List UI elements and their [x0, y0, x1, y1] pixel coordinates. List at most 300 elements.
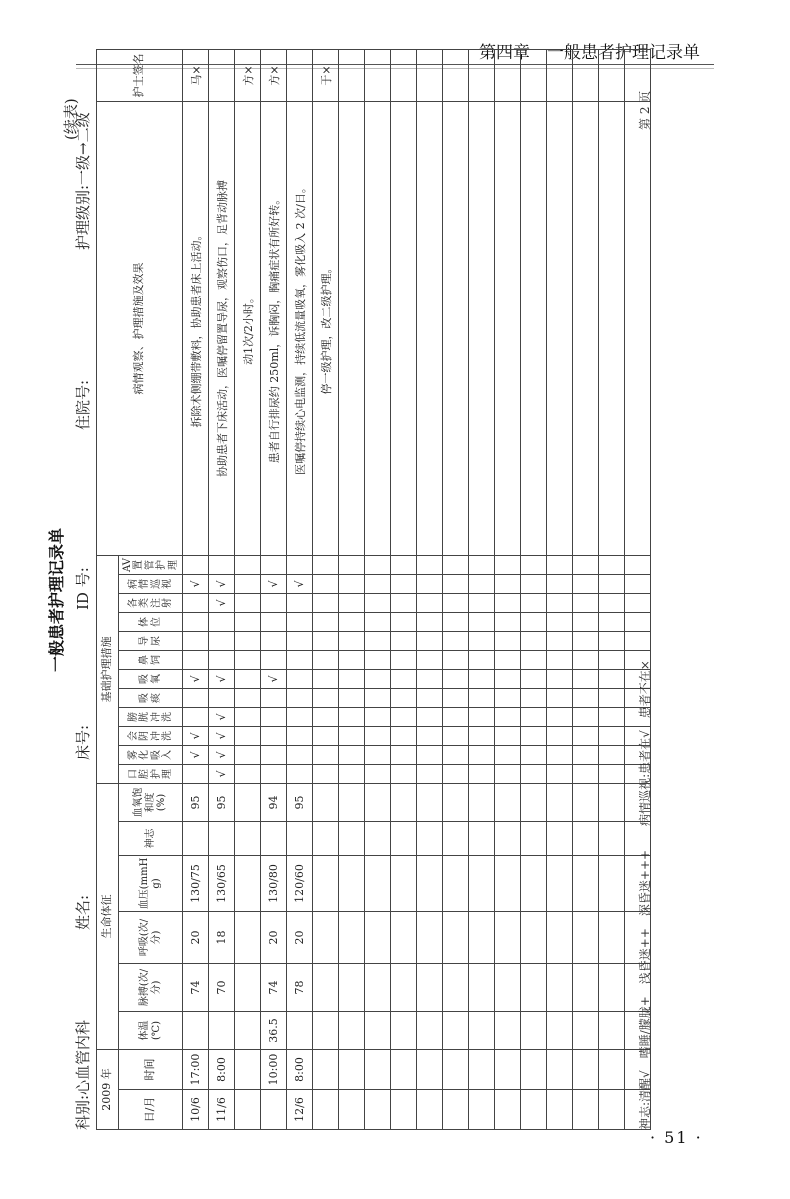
cell-injection: [313, 593, 339, 612]
table-row: [443, 49, 469, 1129]
pulse-header: 脉搏(次/分): [119, 964, 183, 1012]
cell-nebulization: [443, 745, 469, 764]
cell-injection: [573, 593, 599, 612]
cell-pulse: [495, 964, 521, 1012]
cell-observation: [339, 101, 365, 555]
cell-oxygen: [599, 669, 625, 688]
cell-resp: [313, 912, 339, 964]
cell-bp: [235, 856, 261, 912]
cell-observe: √: [209, 574, 235, 593]
cell-bladder: [339, 726, 365, 745]
cell-catheter: [183, 631, 209, 650]
cell-bladder: [443, 726, 469, 745]
cell-spo2: [339, 783, 365, 821]
cell-signature: [495, 49, 521, 101]
cell-signature: [547, 49, 573, 101]
cell-bp: [339, 856, 365, 912]
spo2-header: 血氧饱和度(%): [119, 783, 183, 821]
cell-oral: [313, 764, 339, 783]
cell-position: [443, 612, 469, 631]
cell-temp: [209, 1012, 235, 1050]
cell-position: [599, 612, 625, 631]
cell-date: [339, 1090, 365, 1130]
cell-position: [339, 612, 365, 631]
cell-signature: [339, 49, 365, 101]
bed-field: 床号:: [74, 724, 92, 760]
cell-bladder: [573, 726, 599, 745]
cell-resp: [339, 912, 365, 964]
cell-av: [209, 555, 235, 574]
cell-oral: [443, 764, 469, 783]
cell-resp: 20: [287, 912, 313, 964]
cell-nebulization: [339, 745, 365, 764]
cell-bladder: [391, 726, 417, 745]
cell-spo2: [599, 783, 625, 821]
cell-time: [443, 1050, 469, 1090]
cell-spo2: 94: [261, 783, 287, 821]
table-row: [391, 49, 417, 1129]
cell-bp: [573, 856, 599, 912]
cell-catheter: [495, 631, 521, 650]
cell-suction: [339, 688, 365, 707]
cell-oral: [417, 764, 443, 783]
cell-nebulization: [287, 745, 313, 764]
cell-catheter: [391, 631, 417, 650]
cell-position: [235, 612, 261, 631]
cell-resp: [599, 912, 625, 964]
cell-observation: [625, 101, 651, 555]
cell-suction: [495, 688, 521, 707]
cell-injection: [417, 593, 443, 612]
table-row: [417, 49, 443, 1129]
cell-observe: [235, 574, 261, 593]
table-row: [313, 49, 339, 1129]
cell-feeding: [313, 650, 339, 669]
cell-oxygen: [573, 669, 599, 688]
oral-care-header: 口腔护理: [119, 764, 183, 783]
cell-oxygen: [313, 669, 339, 688]
cell-oral: [287, 764, 313, 783]
cell-temp: [521, 1012, 547, 1050]
vitals-group-header: 生命体征: [97, 783, 119, 1049]
cell-suction: [261, 688, 287, 707]
cell-date: 11/6: [209, 1090, 235, 1130]
cell-oral: [521, 764, 547, 783]
cell-spo2: 95: [209, 783, 235, 821]
cell-bp: 130/80: [261, 856, 287, 912]
cell-position: [469, 612, 495, 631]
cell-feeding: [209, 650, 235, 669]
cell-resp: [417, 912, 443, 964]
cell-consciousness: [573, 822, 599, 856]
cell-time: [391, 1050, 417, 1090]
cell-temp: 36.5: [261, 1012, 287, 1050]
id-field: ID 号:: [74, 567, 92, 610]
cell-bladder: [365, 726, 391, 745]
cell-time: 10:00: [261, 1050, 287, 1090]
cell-time: [339, 1050, 365, 1090]
cell-catheter: [209, 631, 235, 650]
cell-oxygen: [339, 669, 365, 688]
feeding-header: 鼻饲: [119, 650, 183, 669]
cell-date: [417, 1090, 443, 1130]
cell-suction: [235, 688, 261, 707]
cell-bladder-irrigation: [495, 707, 521, 726]
cell-resp: [521, 912, 547, 964]
cell-injection: [261, 593, 287, 612]
cell-oral: [495, 764, 521, 783]
cell-feeding: [365, 650, 391, 669]
cell-observe: [521, 574, 547, 593]
cell-time: [599, 1050, 625, 1090]
cell-consciousness: [365, 822, 391, 856]
cell-spo2: [521, 783, 547, 821]
cell-consciousness: [547, 822, 573, 856]
cell-signature: [521, 49, 547, 101]
cell-position: [521, 612, 547, 631]
cell-observation: 患者自行排尿约 250ml，诉胸闷，胸痛症状有所好转。: [261, 101, 287, 555]
cell-bladder: [261, 726, 287, 745]
cell-nebulization: [469, 745, 495, 764]
cell-oral: [573, 764, 599, 783]
cell-catheter: [443, 631, 469, 650]
cell-position: [365, 612, 391, 631]
continuation-label: (续表): [62, 98, 80, 140]
cell-bladder-irrigation: [235, 707, 261, 726]
cell-observation: 拆除术侧绷带敷料，协助患者床上活动。: [183, 101, 209, 555]
cell-oxygen: [365, 669, 391, 688]
cell-catheter: [261, 631, 287, 650]
cell-observation: [495, 101, 521, 555]
cell-position: [261, 612, 287, 631]
cell-bp: 130/65: [209, 856, 235, 912]
table-row: [287, 49, 313, 1129]
cell-av: [573, 555, 599, 574]
cell-nebulization: [417, 745, 443, 764]
cell-injection: [339, 593, 365, 612]
cell-spo2: [313, 783, 339, 821]
cell-observation: [599, 101, 625, 555]
cell-signature: 马×: [183, 49, 209, 101]
cell-bladder: √: [209, 726, 235, 745]
cell-catheter: [547, 631, 573, 650]
cell-bladder-irrigation: [443, 707, 469, 726]
cell-oxygen: [443, 669, 469, 688]
form-title: 一般患者护理记录单: [47, 528, 66, 673]
page-number: · 51 ·: [650, 1128, 703, 1147]
cell-date: [443, 1090, 469, 1130]
cell-nebulization: [495, 745, 521, 764]
cell-feeding: [599, 650, 625, 669]
cell-nebulization: √: [183, 745, 209, 764]
bp-header: 血压(mmHg): [119, 856, 183, 912]
cell-injection: [521, 593, 547, 612]
cell-bp: [547, 856, 573, 912]
cell-bp: [443, 856, 469, 912]
cell-observation: [573, 101, 599, 555]
cell-av: [391, 555, 417, 574]
table-row: [261, 49, 287, 1129]
suction-header: 吸痰: [119, 688, 183, 707]
cell-av: [339, 555, 365, 574]
cell-temp: [391, 1012, 417, 1050]
cell-bladder-irrigation: [521, 707, 547, 726]
cell-consciousness: [313, 822, 339, 856]
cell-position: [573, 612, 599, 631]
cell-av: [313, 555, 339, 574]
cell-injection: [625, 593, 651, 612]
catheter-header: 导尿: [119, 631, 183, 650]
cell-av: [417, 555, 443, 574]
table-row: [209, 49, 235, 1129]
cell-time: 8:00: [287, 1050, 313, 1090]
cell-bladder-irrigation: [287, 707, 313, 726]
cell-position: [495, 612, 521, 631]
cell-injection: [365, 593, 391, 612]
cell-pulse: 78: [287, 964, 313, 1012]
cell-observe: [469, 574, 495, 593]
cell-oxygen: [521, 669, 547, 688]
basic-care-group-header: 基础护理措施: [97, 555, 119, 783]
observe-header: 病情巡视: [119, 574, 183, 593]
cell-time: [495, 1050, 521, 1090]
cell-bladder-irrigation: [599, 707, 625, 726]
cell-observation: [521, 101, 547, 555]
cell-catheter: [521, 631, 547, 650]
cell-spo2: [391, 783, 417, 821]
cell-catheter: [287, 631, 313, 650]
cell-pulse: [313, 964, 339, 1012]
cell-observe: [391, 574, 417, 593]
cell-oxygen: [495, 669, 521, 688]
cell-observation: 动1次/2小时。: [235, 101, 261, 555]
cell-observe: √: [183, 574, 209, 593]
cell-oral: [599, 764, 625, 783]
cell-catheter: [365, 631, 391, 650]
perineal-wash-header: 会阴冲洗: [119, 726, 183, 745]
cell-nebulization: [573, 745, 599, 764]
cell-date: [235, 1090, 261, 1130]
cell-bp: [469, 856, 495, 912]
time-header: 时间: [119, 1050, 183, 1090]
nursing-table: [96, 49, 651, 1130]
cell-consciousness: [235, 822, 261, 856]
cell-pulse: [443, 964, 469, 1012]
cell-catheter: [417, 631, 443, 650]
table-row: [547, 49, 573, 1129]
position-header: 体位: [119, 612, 183, 631]
cell-feeding: [547, 650, 573, 669]
name-field: 姓名:: [74, 894, 92, 930]
cell-observe: [443, 574, 469, 593]
cell-time: [469, 1050, 495, 1090]
legend: 神志:清醒√ 嗜睡/朦胧+ 浅昏迷++ 深昏迷+++ 病情巡视:患者在√ 患者不在×: [638, 660, 652, 1130]
cell-suction: [313, 688, 339, 707]
cell-resp: [495, 912, 521, 964]
cell-time: [365, 1050, 391, 1090]
cell-oxygen: [391, 669, 417, 688]
cell-observation: [469, 101, 495, 555]
cell-spo2: [573, 783, 599, 821]
cell-injection: √: [209, 593, 235, 612]
cell-consciousness: [599, 822, 625, 856]
cell-bp: 120/60: [287, 856, 313, 912]
cell-bladder-irrigation: [261, 707, 287, 726]
cell-date: [521, 1090, 547, 1130]
cell-av: [495, 555, 521, 574]
cell-consciousness: [183, 822, 209, 856]
cell-injection: [547, 593, 573, 612]
cell-observe: [625, 574, 651, 593]
temp-header: 体温(℃): [119, 1012, 183, 1050]
cell-pulse: [521, 964, 547, 1012]
cell-temp: [287, 1012, 313, 1050]
cell-injection: [183, 593, 209, 612]
cell-time: [235, 1050, 261, 1090]
cell-resp: [469, 912, 495, 964]
cell-bladder: [495, 726, 521, 745]
cell-consciousness: [443, 822, 469, 856]
cell-observe: [495, 574, 521, 593]
cell-bp: [599, 856, 625, 912]
cell-position: [625, 612, 651, 631]
table-row: [183, 49, 209, 1129]
cell-nebulization: [547, 745, 573, 764]
cell-bladder-irrigation: [573, 707, 599, 726]
cell-pulse: 70: [209, 964, 235, 1012]
cell-observe: [417, 574, 443, 593]
cell-time: [417, 1050, 443, 1090]
cell-feeding: [417, 650, 443, 669]
cell-signature: [417, 49, 443, 101]
cell-bladder: [417, 726, 443, 745]
cell-temp: [547, 1012, 573, 1050]
cell-bladder-irrigation: [391, 707, 417, 726]
cell-date: 10/6: [183, 1090, 209, 1130]
cell-resp: [235, 912, 261, 964]
cell-date: [313, 1090, 339, 1130]
cell-oxygen: [547, 669, 573, 688]
cell-oral: [235, 764, 261, 783]
cell-observation: 协助患者下床活动，医嘱停留置导尿，观察伤口，足背动脉搏: [209, 101, 235, 555]
cell-signature: [391, 49, 417, 101]
cell-suction: [599, 688, 625, 707]
cell-temp: [417, 1012, 443, 1050]
sheet-page-label: 第 2 页: [638, 90, 652, 130]
cell-position: [391, 612, 417, 631]
cell-av: [469, 555, 495, 574]
cell-bp: 130/75: [183, 856, 209, 912]
cell-spo2: [417, 783, 443, 821]
cell-time: [547, 1050, 573, 1090]
cell-spo2: [495, 783, 521, 821]
cell-signature: 于×: [313, 49, 339, 101]
cell-pulse: [599, 964, 625, 1012]
cell-resp: [573, 912, 599, 964]
cell-bp: [313, 856, 339, 912]
cell-suction: [209, 688, 235, 707]
cell-bp: [365, 856, 391, 912]
cell-av: [261, 555, 287, 574]
cell-suction: [183, 688, 209, 707]
injection-header: 各类注射: [119, 593, 183, 612]
year-header: 2009 年: [97, 1050, 119, 1130]
cell-bladder: [599, 726, 625, 745]
cell-observe: [599, 574, 625, 593]
cell-observation: [443, 101, 469, 555]
cell-signature: [443, 49, 469, 101]
table-row: [495, 49, 521, 1129]
cell-pulse: 74: [183, 964, 209, 1012]
cell-injection: [599, 593, 625, 612]
cell-suction: [521, 688, 547, 707]
cell-observe: [365, 574, 391, 593]
cell-date: [495, 1090, 521, 1130]
cell-resp: [391, 912, 417, 964]
cell-catheter: [469, 631, 495, 650]
cell-av: [547, 555, 573, 574]
cell-date: [391, 1090, 417, 1130]
cell-bladder-irrigation: [183, 707, 209, 726]
table-row: [521, 49, 547, 1129]
cell-position: [209, 612, 235, 631]
cell-bladder: [521, 726, 547, 745]
cell-catheter: [625, 631, 651, 650]
cell-oxygen: √: [183, 669, 209, 688]
cell-position: [287, 612, 313, 631]
cell-date: [469, 1090, 495, 1130]
cell-feeding: [443, 650, 469, 669]
av-header: AV置管护理: [119, 555, 183, 574]
cell-catheter: [573, 631, 599, 650]
cell-bp: [417, 856, 443, 912]
cell-resp: 18: [209, 912, 235, 964]
cell-bladder-irrigation: [339, 707, 365, 726]
cell-bladder-irrigation: [547, 707, 573, 726]
cell-feeding: [521, 650, 547, 669]
cell-temp: [365, 1012, 391, 1050]
cell-date: [261, 1090, 287, 1130]
cell-oral: [261, 764, 287, 783]
cell-av: [183, 555, 209, 574]
cell-observe: [573, 574, 599, 593]
cell-bp: [495, 856, 521, 912]
cell-temp: [183, 1012, 209, 1050]
cell-spo2: [235, 783, 261, 821]
cell-pulse: [339, 964, 365, 1012]
cell-oxygen: [417, 669, 443, 688]
cell-position: [417, 612, 443, 631]
cell-observation: [391, 101, 417, 555]
cell-suction: [417, 688, 443, 707]
cell-date: [599, 1090, 625, 1130]
cell-feeding: [573, 650, 599, 669]
cell-consciousness: [391, 822, 417, 856]
table-row: [469, 49, 495, 1129]
cell-av: [443, 555, 469, 574]
cell-consciousness: [417, 822, 443, 856]
cell-resp: [443, 912, 469, 964]
cell-catheter: [313, 631, 339, 650]
cell-consciousness: [209, 822, 235, 856]
cell-bladder: √: [183, 726, 209, 745]
cell-date: 12/6: [287, 1090, 313, 1130]
cell-feeding: [235, 650, 261, 669]
cell-pulse: [365, 964, 391, 1012]
cell-bp: [521, 856, 547, 912]
cell-spo2: [443, 783, 469, 821]
cell-consciousness: [521, 822, 547, 856]
